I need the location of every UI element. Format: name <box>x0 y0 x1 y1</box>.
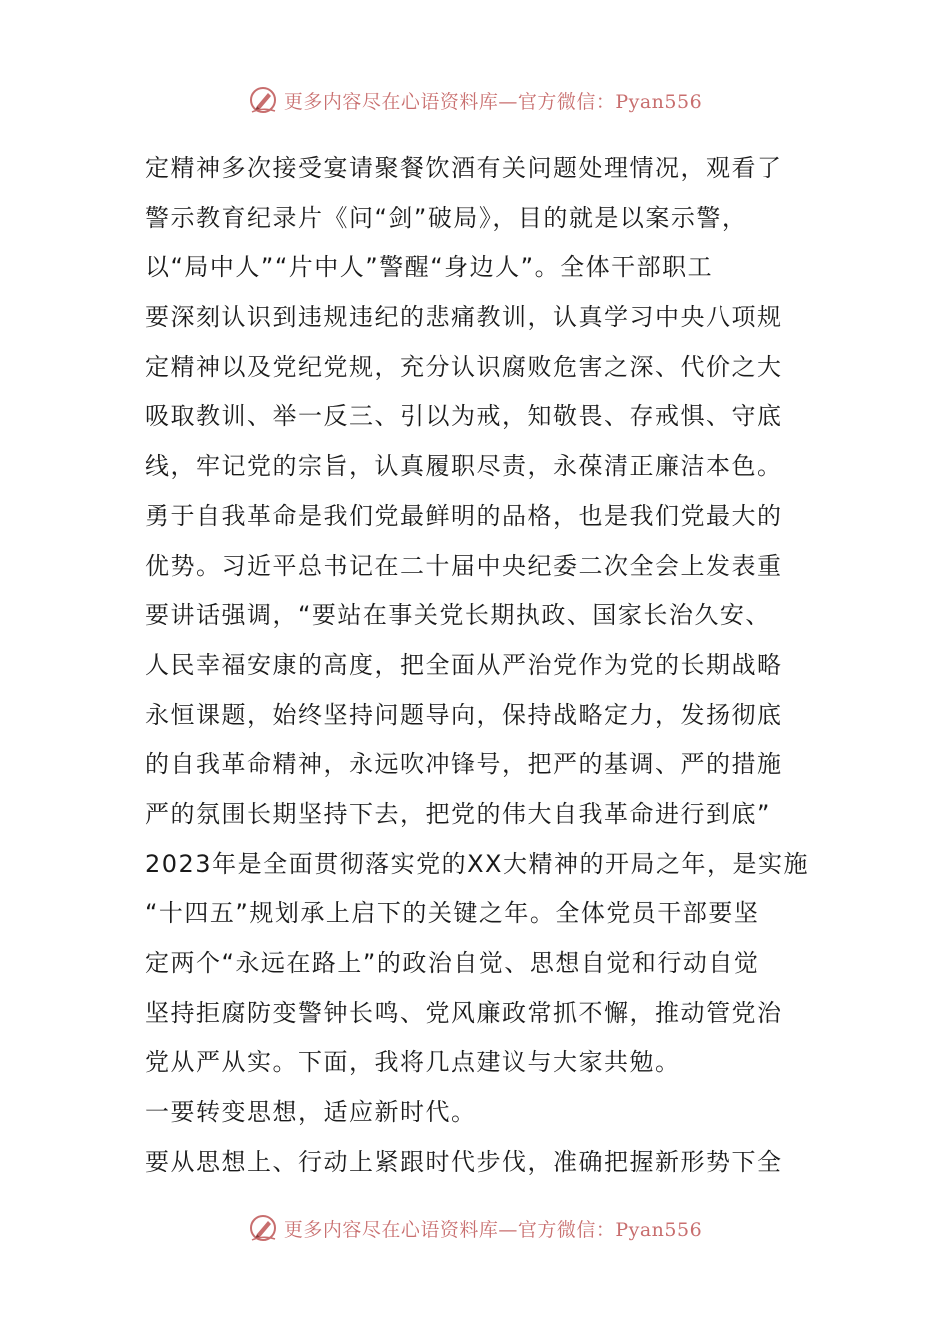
body-line: 人民幸福安康的高度，把全面从严治党作为党的长期战略 <box>145 650 783 679</box>
body-line: 要讲话强调，“要站在事关党长期执政、国家长治久安、 <box>145 601 771 630</box>
body-line: 线，牢记党的宗旨，认真履职尽责，永葆清正廉洁本色。 <box>145 452 783 481</box>
body-line: 勇于自我革命是我们党最鲜明的品格，也是我们党最大的 <box>145 501 783 530</box>
body-line: 的自我革命精神，永远吹冲锋号，把严的基调、严的措施 <box>145 750 783 779</box>
body-line: 2023年是全面贯彻落实党的XX大精神的开局之年，是实施 <box>145 849 809 878</box>
body-line: “十四五”规划承上启下的关键之年。全体党员干部要坚 <box>145 899 760 928</box>
header-watermark-text: 更多内容尽在心语资料库—官方微信：Pyan556 <box>283 90 703 113</box>
footer-watermark <box>0 1208 950 1248</box>
pen-seal-logo-icon <box>248 85 278 115</box>
body-line: 定两个“永远在路上”的政治自觉、思想自觉和行动自觉 <box>145 949 760 977</box>
body-line: 以“局中人”“片中人”警醒“身边人”。全体干部职工 <box>145 253 714 282</box>
footer-watermark-text: 更多内容尽在心语资料库—官方微信：Pyan556 <box>283 1218 703 1241</box>
body-line: 要从思想上、行动上紧跟时代步伐，准确把握新形势下全 <box>145 1147 783 1176</box>
document-body <box>145 144 810 1187</box>
body-line: 要深刻认识到违规违纪的悲痛教训，认真学习中央八项规 <box>145 303 783 332</box>
body-line: 严的氛围长期坚持下去，把党的伟大自我革命进行到底” <box>145 799 771 828</box>
body-line: 定精神以及党纪党规，充分认识腐败危害之深、代价之大 <box>145 352 783 381</box>
body-line: 坚持拒腐防变警钟长鸣、党风廉政常抓不懈，推动管党治 <box>145 998 783 1027</box>
body-line: 党从严从实。下面，我将几点建议与大家共勉。 <box>145 1048 681 1077</box>
header-watermark <box>0 80 950 120</box>
body-line: 吸取教训、举一反三、引以为戒，知敬畏、存戒惧、守底 <box>145 402 783 431</box>
body-line: 优势。习近平总书记在二十届中央纪委二次全会上发表重 <box>145 551 783 580</box>
body-line: 一要转变思想，适应新时代。 <box>145 1098 477 1127</box>
body-line: 永恒课题，始终坚持问题导向，保持战略定力，发扬彻底 <box>145 700 783 729</box>
body-line: 定精神多次接受宴请聚餐饮酒有关问题处理情况，观看了 <box>145 154 783 182</box>
body-line: 警示教育纪录片《问“剑”破局》，目的就是以案示警， <box>145 203 748 232</box>
pen-seal-logo-icon <box>248 1213 278 1243</box>
